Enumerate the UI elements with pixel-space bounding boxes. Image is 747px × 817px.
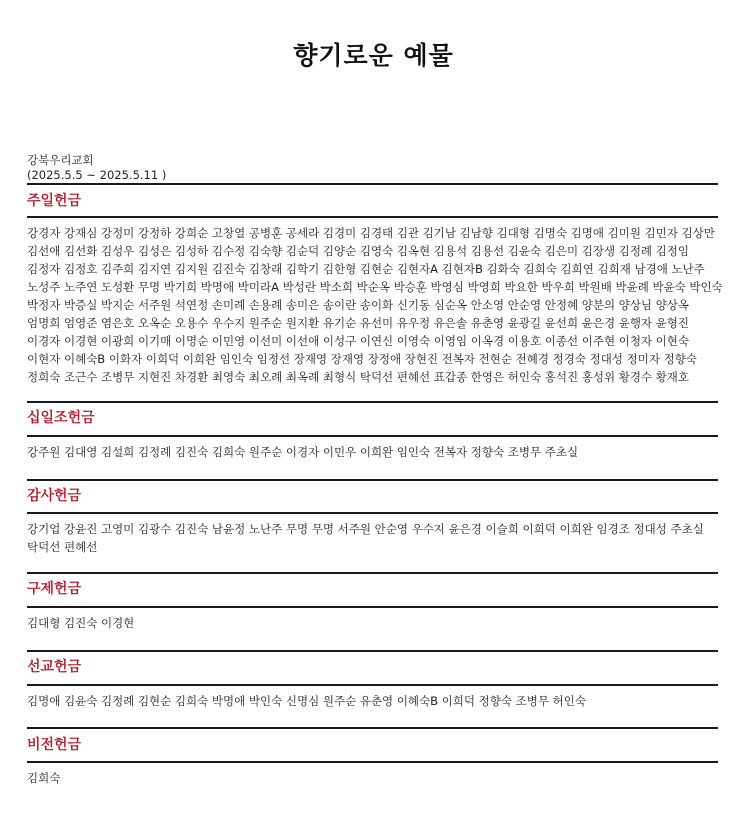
thanksgiving-offering-names: 강기업 강윤진 고영미 김광수 김진숙 남윤정 노난주 무명 무명 서주원 안순영 우수지 윤은경 이슬희 이희덕 이희완 임경조 정대성 주초실 탁덕선 편혜선 (27, 522, 704, 554)
section-divider (27, 650, 718, 652)
section-divider (27, 761, 718, 763)
section-divider (27, 183, 718, 185)
page-title: 향기로운 예물 (293, 41, 454, 70)
tithe-names: 강주원 김대영 김설희 김정례 김진숙 김희숙 원주순 이경자 이민우 이희완 임인숙 전복자 정향숙 조병무 주초실 (27, 445, 579, 459)
section-title-sunday-offering: 주일헌금 (27, 193, 82, 209)
section-divider (27, 606, 718, 608)
section-divider (27, 727, 718, 729)
section-title-mission-offering: 선교헌금 (27, 659, 82, 675)
vision-offering-names: 김희숙 (27, 771, 61, 785)
church-name: 강북우리교회 (27, 153, 94, 167)
sunday-offering-names: 강경자 강재심 강정미 강정하 강희순 고창열 공병훈 공세라 김경미 김경태 김관 김기남 김남향 김대형 김명숙 김명애 김미원 김민자 김상만 김선애 김선화 김성우 김성은 김성하 김수정 김숙향 김순덕 김양순 김영숙 김옥현 김용석 김용선 김윤숙 김은미 김장생 김정례 김정임 김정자 김정호 김주희 김지연 김지원 김진숙 김창래 김학기 김한형 김현순 김현자A 김현자B 김화숙 김희숙 김희연 김희재 남경애 노난주 노성주 노주연 도성환 무명 박기희 박명애 박미라A 박성란 박소희 박순옥 박승훈 박영심 박영희 박요한 박우희 박원배 박윤례 박윤숙 박인숙 박정자 박증실 박지순 서주원 석연정 손미례 손용례 송미은 송이란 송이화 신기동 심순옥 안소영 안순영 안정혜 양분의 양상님 양상옥 엄명희 엄영준 염은호 오옥순 오용수 우수지 원주순 원지환 유기순 유선미 유우정 유은솔 유춘영 윤광길 윤선희 윤은경 윤행자 윤형진 이경자 이경현 이광희 이기매 이명순 이민영 이선미 이선애 이성구 이연신 이영숙 이영임 이옥경 이용호 이종선 이주현 이청자 이현숙 이현자 이혜숙B 이화자 이희덕 이희완 임인숙 임정선 장재영 장재영 장정애 장현진 전복자 전현순 전혜경 정경숙 정대성 정미자 정향숙 정희숙 조근수 조병무 지현진 차경환 최영숙 최오례 최옥례 최형식 탁덕선 편혜선 표갑종 한영은 허인숙 홍석진 홍성위 황경수 황재호 (27, 226, 723, 384)
relief-offering-names: 김대형 김진숙 이경현 (27, 616, 135, 630)
bulletin-meta (27, 153, 166, 183)
section-title-thanksgiving-offering: 감사헌금 (27, 488, 82, 504)
section-divider (27, 435, 718, 437)
section-divider (27, 401, 718, 403)
section-divider (27, 216, 718, 218)
section-divider (27, 512, 718, 514)
section-title-relief-offering: 구제헌금 (27, 581, 82, 597)
mission-offering-names: 김명애 김윤숙 김정례 김현순 김희숙 박명애 박인숙 신명심 원주순 유춘영 이혜숙B 이희덕 정향숙 조병무 허인숙 (27, 694, 586, 708)
section-title-vision-offering: 비전헌금 (27, 737, 82, 753)
section-title-tithe: 십일조헌금 (27, 410, 95, 426)
section-divider (27, 572, 718, 574)
section-divider (27, 684, 718, 686)
date-range: (2025.5.5 ~ 2025.5.11 ) (27, 168, 167, 182)
section-divider (27, 479, 718, 481)
